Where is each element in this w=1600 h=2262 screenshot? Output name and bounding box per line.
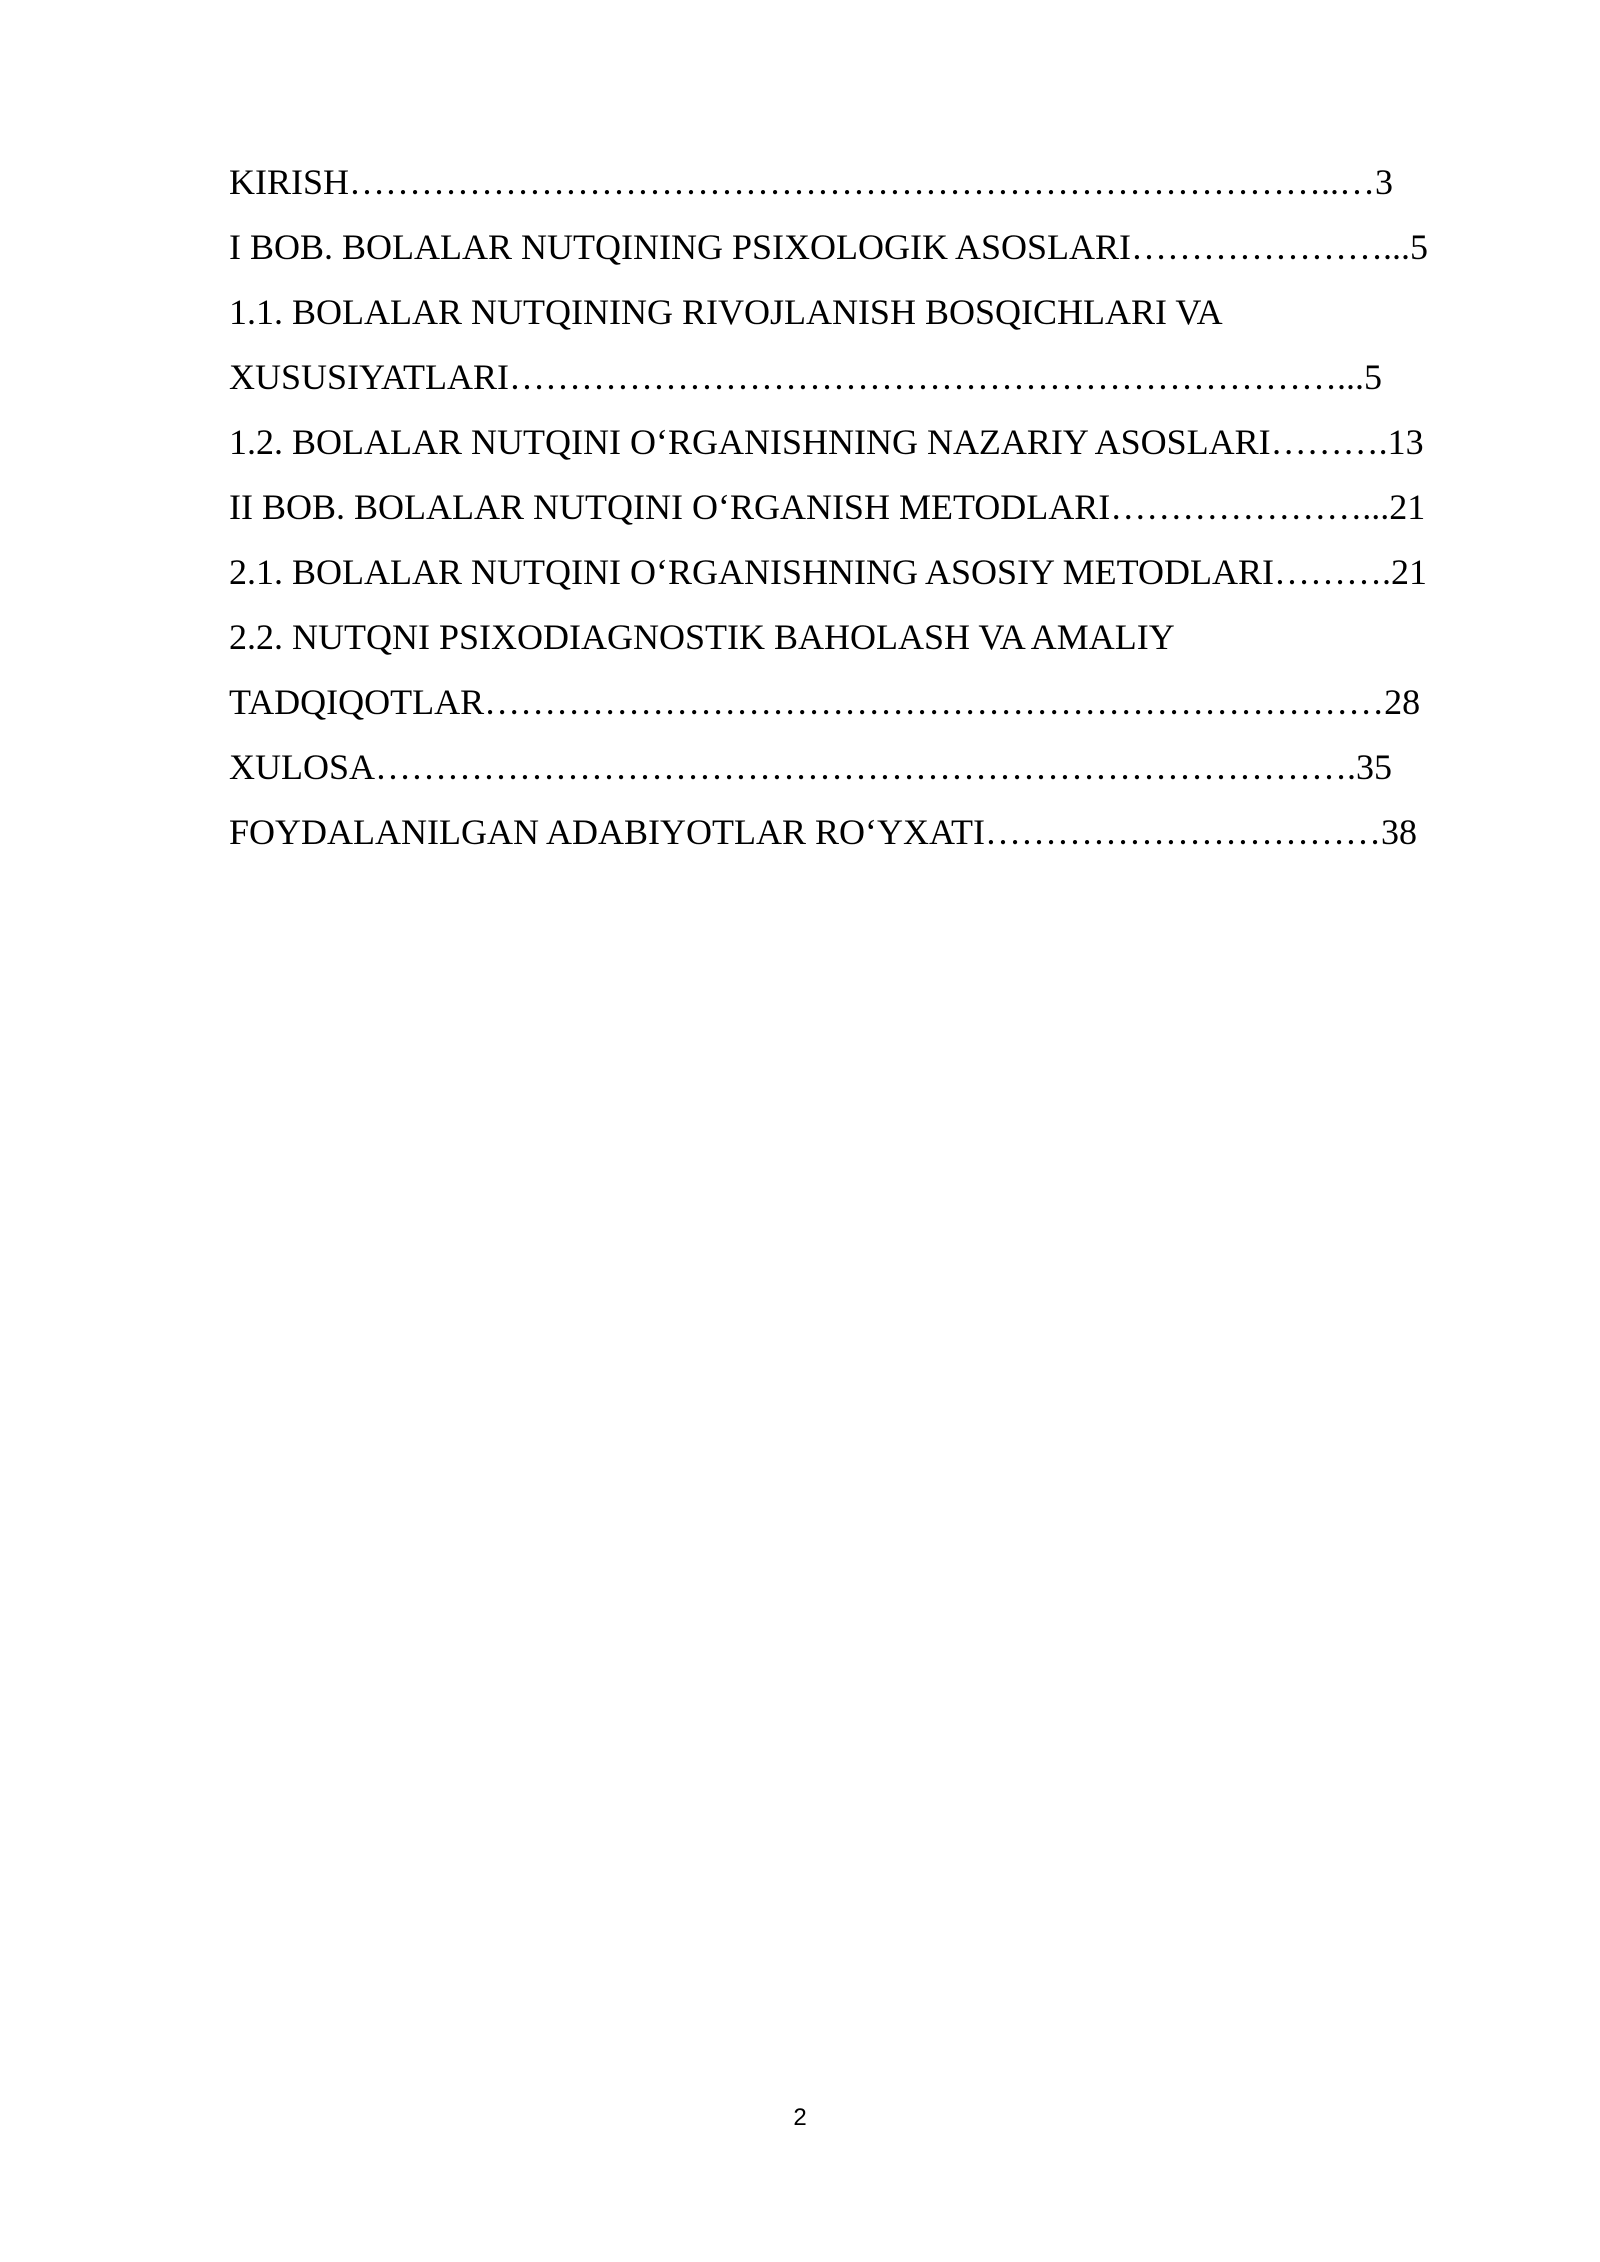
toc-entry-section-1-1-line-1: 1.1. BOLALAR NUTQINING RIVOJLANISH BOSQICHLARI VA <box>229 292 1223 332</box>
table-of-contents <box>229 150 1489 865</box>
toc-entry-xulosa: XULOSA……………………………………………………………………….35 <box>229 747 1393 787</box>
toc-entry-section-2-2-line-2: TADQIQOTLAR…………………………………………………………………28 <box>229 682 1421 722</box>
toc-entry-kirish: KIRISH………………………………………………………………………..…3 <box>229 162 1394 202</box>
toc-entry-references: FOYDALANILGAN ADABIYOTLAR RO‘YXATI……………………………38 <box>229 812 1417 852</box>
toc-entry-section-1-1-line-2: XUSUSIYATLARI……………………………………………………………...5 <box>229 357 1383 397</box>
toc-entry-section-2-1: 2.1. BOLALAR NUTQINI O‘RGANISHNING ASOSIY METODLARI……….21 <box>229 552 1427 592</box>
toc-entry-section-2-2-line-1: 2.2. NUTQNI PSIXODIAGNOSTIK BAHOLASH VA AMALIY <box>229 617 1175 657</box>
toc-entry-chapter-2: II BOB. BOLALAR NUTQINI O‘RGANISH METODLARI…………………...21 <box>229 487 1426 527</box>
page-number: 2 <box>793 2104 807 2131</box>
toc-entry-section-1-2: 1.2. BOLALAR NUTQINI O‘RGANISHNING NAZARIY ASOSLARI……….13 <box>229 422 1424 462</box>
toc-entry-chapter-1: I BOB. BOLALAR NUTQINING PSIXOLOGIK ASOSLARI…………………...5 <box>229 227 1429 267</box>
